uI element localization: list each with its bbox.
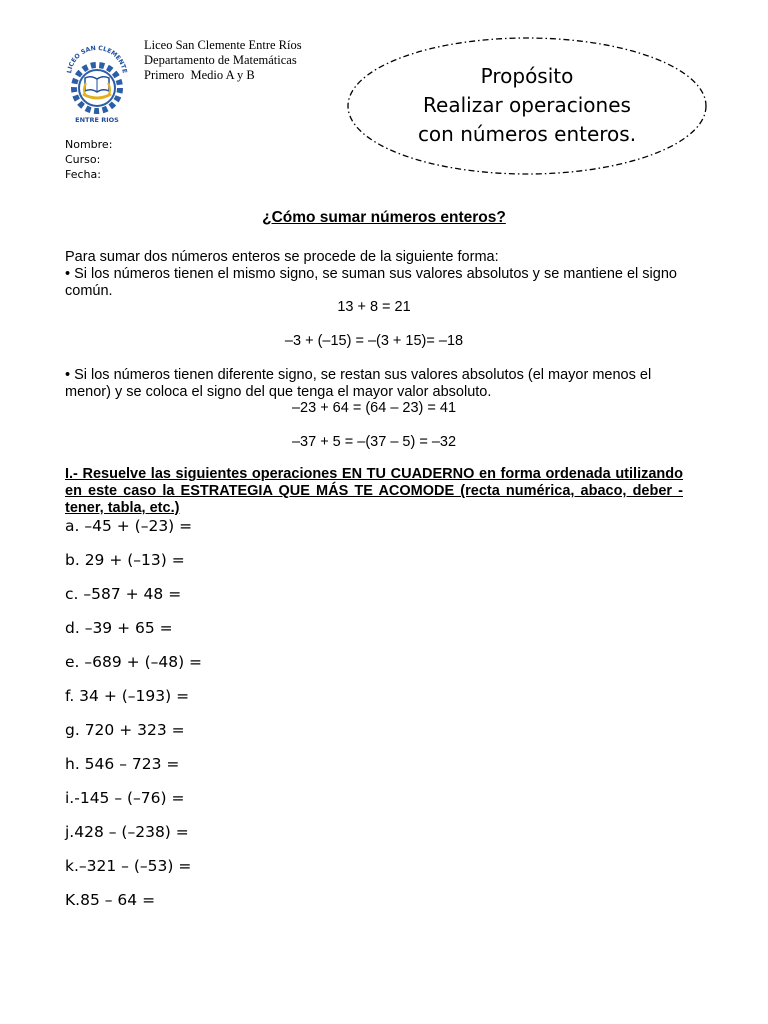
exercise-e: e. –689 + (–48) = — [65, 653, 203, 671]
exercise-f: f. 34 + (–193) = — [65, 687, 190, 705]
exercise-h: h. 546 – 723 = — [65, 755, 180, 773]
lesson-intro: Para sumar dos números enteros se procede de la siguiente forma: — [65, 249, 499, 265]
exercise-k: k.–321 – (–53) = — [65, 857, 192, 875]
lesson-heading: ¿Cómo sumar números enteros? — [262, 209, 506, 226]
exercise-g: g. 720 + 323 = — [65, 721, 185, 739]
department-name: Departamento de Matemáticas — [144, 53, 297, 67]
logo-bottom-text: ENTRE RIOS — [75, 116, 119, 124]
rule-same-sign: • Si los números tienen el mismo signo, se suman sus valores absolutos y se mantiene el signo común. — [65, 266, 677, 299]
course-level: Primero Medio A y B — [144, 68, 255, 82]
logo-top-text: LICEO SAN CLEMENTE — [66, 44, 128, 74]
exercise-k2: K.85 – 64 = — [65, 891, 156, 909]
exercise-b: b. 29 + (–13) = — [65, 551, 185, 569]
school-header — [144, 38, 302, 83]
purpose-line-1: Realizar operaciones — [423, 93, 631, 117]
example-2b: –37 + 5 = –(37 – 5) = –32 — [291, 434, 457, 450]
exercise-i: i.-145 – (–76) = — [65, 789, 185, 807]
rule-different-sign: • Si los números tienen diferente signo, se restan sus valores absolutos (el mayor menos el menor) y se coloca el signo del que tenga el mayor valor absoluto. — [65, 367, 652, 400]
name-label: Nombre: — [65, 138, 113, 151]
exercise-a: a. –45 + (–23) = — [65, 517, 193, 535]
date-label: Fecha: — [65, 168, 101, 181]
purpose-box — [346, 62, 708, 149]
purpose-title: Propósito — [480, 64, 574, 88]
course-label: Curso: — [65, 153, 101, 166]
school-name: Liceo San Clemente Entre Ríos — [144, 38, 302, 52]
example-2a: –23 + 64 = (64 – 23) = 41 — [291, 400, 457, 416]
exercise-d: d. –39 + 65 = — [65, 619, 173, 637]
exercise-c: c. –587 + 48 = — [65, 585, 182, 603]
example-1a: 13 + 8 = 21 — [337, 299, 411, 315]
student-info — [65, 137, 112, 182]
exercise-j: j.428 – (–238) = — [65, 823, 189, 841]
purpose-line-2: con números enteros. — [417, 122, 637, 146]
example-1b: –3 + (–15) = –(3 + 15)= –18 — [284, 333, 464, 349]
instructions: I.- Resuelve las siguientes operaciones EN TU CUADERNO en forma ordenada utilizando en este caso la ESTRATEGIA QUE MÁS TE ACOMODE (recta numérica, abaco, deber -tener, tabla, etc.) — [65, 466, 683, 516]
exercise-list — [65, 516, 465, 924]
school-logo — [62, 36, 132, 128]
